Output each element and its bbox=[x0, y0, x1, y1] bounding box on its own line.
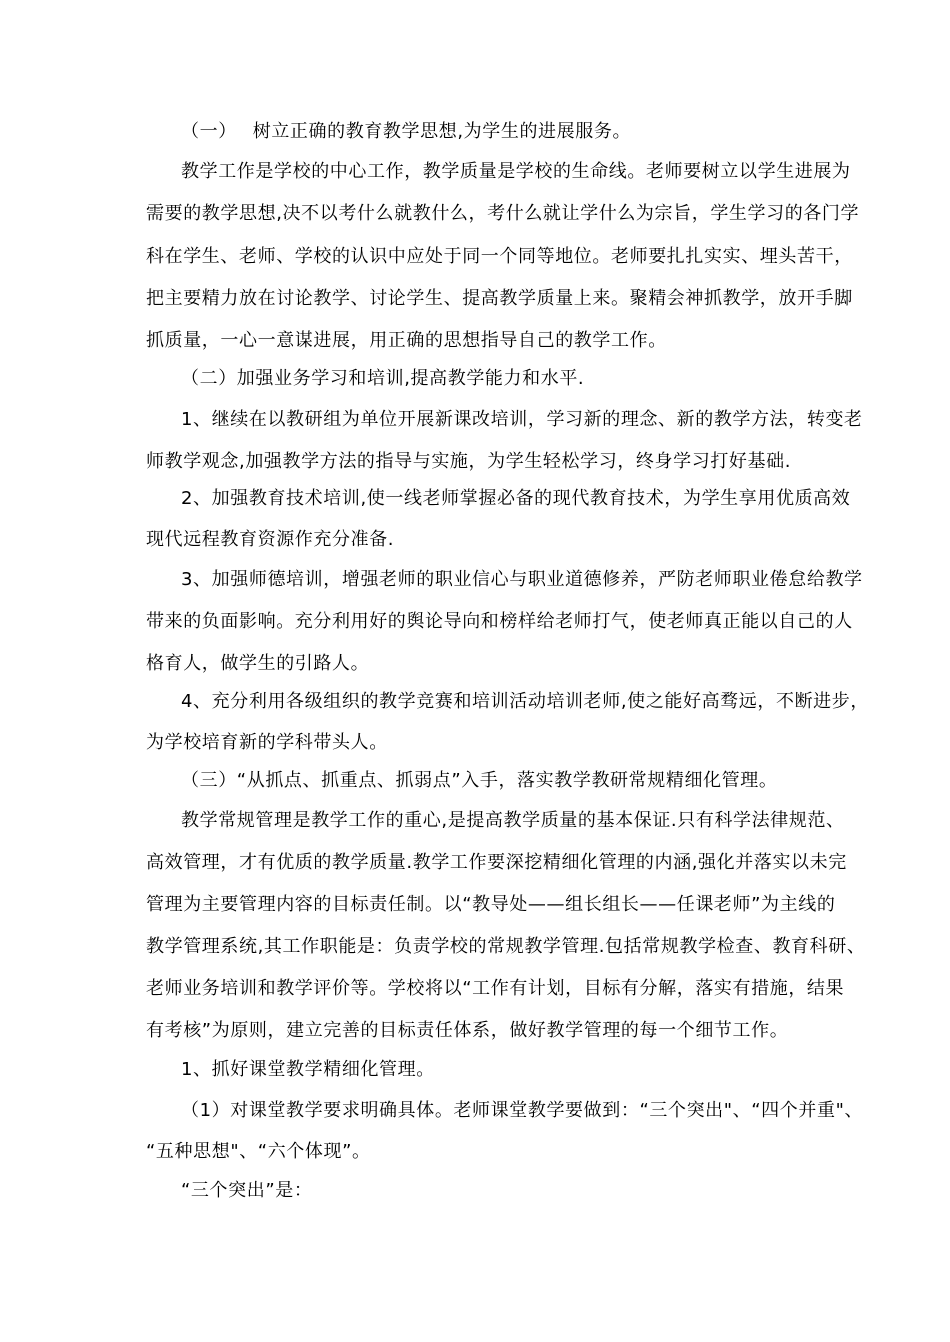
paragraph-line: 3、加强师德培训，增强老师的职业信心与职业道德修养，严防老师职业倦怠给教学 bbox=[181, 569, 863, 590]
paragraph-line: 教学工作是学校的中心工作，教学质量是学校的生命线。老师要树立以学生进展为 bbox=[181, 161, 851, 182]
paragraph-line: 师教学观念,加强教学方法的指导与实施，为学生轻松学习，终身学习打好基础. bbox=[146, 451, 792, 472]
paragraph-line: 现代远程教育资源作充分准备. bbox=[146, 529, 395, 550]
paragraph-line: 2、加强教育技术培训,使一线老师掌握必备的现代教育技术，为学生享用优质高效 bbox=[181, 488, 851, 509]
paragraph-line: 教学管理系统,其工作职能是：负责学校的常规教学管理.包括常规教学检查、教育科研、 bbox=[146, 936, 866, 957]
paragraph-line: 把主要精力放在讨论教学、讨论学生、提高教学质量上来。聚精会神抓教学，放开手脚 bbox=[146, 288, 853, 309]
section-heading-2: （二）加强业务学习和培训,提高教学能力和水平. bbox=[181, 368, 585, 389]
paragraph-line: 老师业务培训和教学评价等。学校将以“工作有计划，目标有分解，落实有措施，结果 bbox=[146, 978, 845, 999]
paragraph-line: 4、充分利用各级组织的教学竞赛和培训活动培训老师,使之能好高骛远，不断进步， bbox=[181, 691, 869, 712]
paragraph-line: 高效管理，才有优质的教学质量.教学工作要深挖精细化管理的内涵,强化并落实以未完 bbox=[146, 852, 847, 873]
paragraph-line: 有考核”为原则，建立完善的目标责任体系，做好教学管理的每一个细节工作。 bbox=[146, 1020, 789, 1041]
paragraph-line: “五种思想"、“六个体现”。 bbox=[146, 1141, 371, 1162]
paragraph-line: 带来的负面影响。充分利用好的舆论导向和榜样给老师打气，使老师真正能以自己的人 bbox=[146, 611, 853, 632]
paragraph-line: 为学校培育新的学科带头人。 bbox=[146, 732, 388, 753]
paragraph-line: 1、继续在以教研组为单位开展新课改培训，学习新的理念、新的教学方法，转变老 bbox=[181, 409, 863, 430]
paragraph-line: “三个突出”是： bbox=[181, 1180, 313, 1201]
subsection-heading: 1、抓好课堂教学精细化管理。 bbox=[181, 1059, 435, 1080]
paragraph-line: 需要的教学思想,决不以考什么就教什么，考什么就让学什么为宗旨，学生学习的各门学 bbox=[146, 203, 860, 224]
paragraph-line: 管理为主要管理内容的目标责任制。以“教导处——组长组长——任课老师”为主线的 bbox=[146, 894, 836, 915]
paragraph-line: 教学常规管理是教学工作的重心,是提高教学质量的基本保证.只有科学法律规范、 bbox=[181, 810, 845, 831]
paragraph-line: （1）对课堂教学要求明确具体。老师课堂教学要做到：“三个突出"、“四个并重"、 bbox=[181, 1100, 864, 1121]
paragraph-line: 格育人，做学生的引路人。 bbox=[146, 653, 370, 674]
paragraph-line: 抓质量，一心一意谋进展，用正确的思想指导自己的教学工作。 bbox=[146, 330, 667, 351]
section-heading-1: （一） 树立正确的教育教学思想,为学生的进展服务。 bbox=[181, 121, 632, 142]
paragraph-line: 科在学生、老师、学校的认识中应处于同一个同等地位。老师要扎扎实实、埋头苦干， bbox=[146, 246, 853, 267]
section-heading-3: （三）“从抓点、抓重点、抓弱点”入手，落实教学教研常规精细化管理。 bbox=[181, 770, 778, 791]
